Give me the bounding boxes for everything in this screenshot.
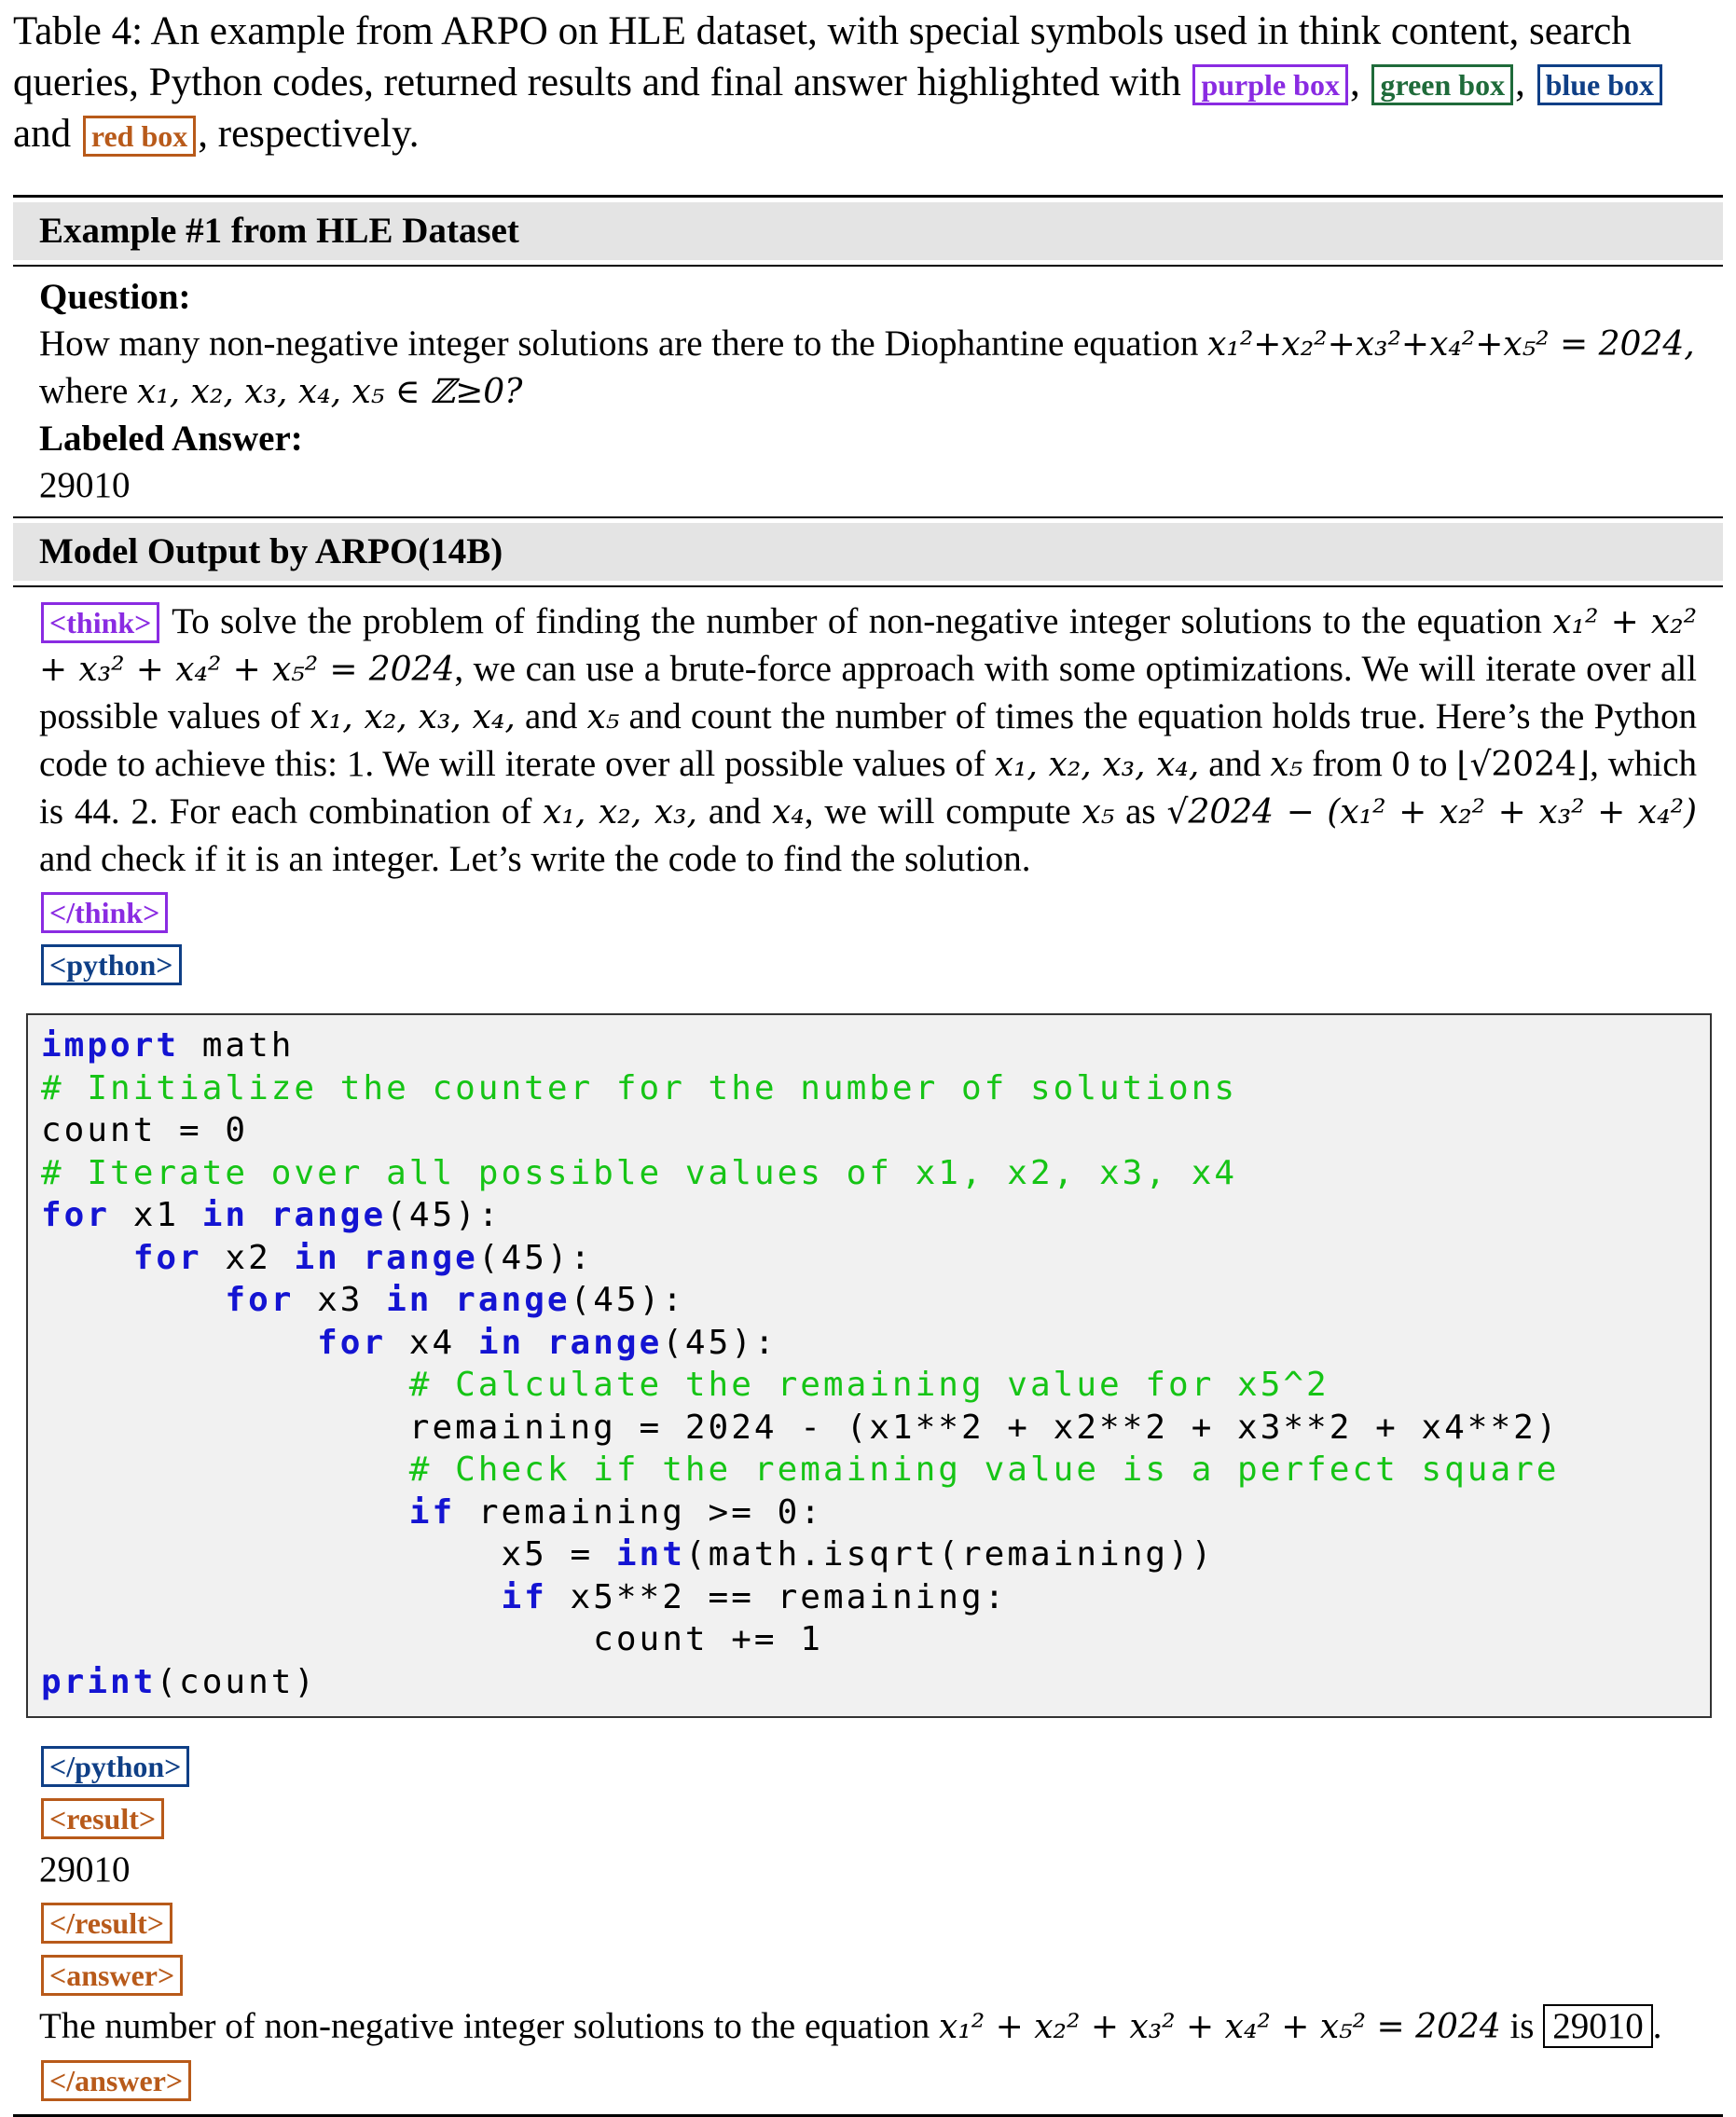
result-answer-block — [13, 1718, 1723, 2103]
code-text: (math.isqrt(remaining)) — [684, 1535, 1215, 1574]
code-text — [432, 1281, 455, 1319]
code-line — [41, 1533, 1697, 1576]
code-text — [41, 1578, 501, 1616]
think-open-tag: <think> — [41, 602, 159, 643]
code-line — [41, 1661, 1697, 1704]
code-line — [41, 1618, 1697, 1661]
code-text: remaining >= 0: — [455, 1492, 823, 1532]
result-value: 29010 — [39, 1849, 131, 1890]
python-code-block — [26, 1013, 1712, 1718]
code-line — [41, 1449, 1697, 1492]
question-text: How many non-negative integer solutions are there to the Diophantine equation x₁²+x₂²+x₃²+x₄²+x₅² = 2024, where x₁, x₂, x₃, x₄, x₅ ∈ ℤ≥0? — [39, 323, 1695, 411]
answer-close-tag: </answer> — [41, 2060, 191, 2101]
code-line — [41, 1407, 1697, 1450]
sqrt-expr: √2024 − (x₁² + x₂² + x₃² + x₄²) — [1166, 793, 1698, 832]
boxed-answer: 29010 — [1543, 2004, 1653, 2048]
code-keyword: for — [317, 1323, 387, 1362]
green-box-sample: green box — [1371, 64, 1513, 105]
floor-sqrt-expr: ⌊√2024⌋ — [1456, 746, 1591, 784]
code-keyword: if — [408, 1492, 456, 1532]
code-line — [41, 1109, 1697, 1152]
code-line — [41, 1492, 1697, 1534]
code-text — [41, 1324, 317, 1362]
code-text: (45): — [477, 1238, 594, 1277]
code-text — [524, 1324, 547, 1362]
think-block: <think> To solve the problem of finding the number of non-negative integer solutions to the equation x₁² + x₂² + x₃² + x₄² + x₅² = 2024, we can use a brute-force approach with some optimizations. We will iterate over all possible values of x₁, x₂, x₃, x₄, and x₅ and count the number of times the equation holds true. Here’s the Python code to achieve this: 1. We will iterate over all possible values of x₁, x₂, x₃, x₄, and x₅ from 0 to ⌊√2024⌋, which is 44. 2. For each combination of x₁, x₂, x₃, and x₄, we will compute x₅ as √2024 − (x₁² + x₂² + x₃² + x₄²) and check if it is an integer. Let’s write the code to find the solution. </think> <python> — [13, 587, 1723, 987]
code-line — [41, 1322, 1697, 1365]
code-text — [41, 1493, 409, 1532]
code-text — [41, 1281, 225, 1319]
code-text: (45): — [386, 1196, 502, 1234]
code-text — [248, 1196, 271, 1234]
code-line — [41, 1364, 1697, 1407]
code-text: remaining = 2024 - (x1**2 + x2**2 + x3**2 + x4**2) — [41, 1408, 1560, 1447]
caption-respectively: , respectively. — [198, 112, 420, 156]
final-answer-text: The number of non-negative integer solutions to the equation x₁² + x₂² + x₃² + x₄² + x₅² = 2024 is 29010 . — [39, 2006, 1662, 2046]
example-header: Example #1 from HLE Dataset — [13, 202, 1723, 260]
code-text: (count) — [156, 1662, 318, 1701]
code-text — [41, 1239, 133, 1277]
code-keyword: for — [132, 1238, 202, 1277]
red-box-sample: red box — [83, 116, 196, 157]
question-block — [13, 267, 1723, 509]
question-label: Question: — [39, 277, 191, 317]
question-equation: x₁²+x₂²+x₃²+x₄²+x₅² = 2024, — [1207, 325, 1695, 364]
labeled-answer-value: 29010 — [39, 465, 131, 505]
code-line — [41, 1194, 1697, 1237]
code-line — [41, 1237, 1697, 1280]
code-text — [340, 1239, 364, 1277]
code-comment: # Calculate the remaining value for x5^2 — [408, 1366, 1330, 1404]
code-text: x5**2 == remaining: — [546, 1577, 1008, 1616]
code-text: x2 — [201, 1238, 295, 1277]
table-caption: Table 4: An example from ARPO on HLE dataset, with special symbols used in think content, search queries, Python codes, returned results and final answer highlighted with purple box , green box , blue box and red box , respectively. — [13, 6, 1723, 159]
code-text: x1 — [110, 1196, 202, 1234]
code-text: (45): — [662, 1323, 778, 1362]
code-keyword: int — [615, 1535, 685, 1574]
python-close-tag: </python> — [41, 1746, 189, 1787]
code-text: (45): — [570, 1281, 685, 1319]
code-keyword: in — [294, 1238, 340, 1277]
code-text: count = 0 — [41, 1111, 249, 1149]
code-keyword: print — [41, 1662, 157, 1701]
caption-text: Table 4: An example from ARPO on HLE dataset, with special symbols used in think content, search queries, Python codes, returned results and final answer highlighted with — [13, 9, 1632, 104]
think-close-tag: </think> — [41, 892, 168, 933]
code-comment: # Check if the remaining value is a perfect square — [408, 1450, 1560, 1489]
code-line — [41, 1152, 1697, 1195]
code-keyword: range — [546, 1323, 663, 1362]
purple-box-sample: purple box — [1192, 64, 1347, 105]
code-comment: # Iterate over all possible values of x1, x2, x3, x4 — [41, 1153, 1238, 1192]
code-keyword: range — [455, 1281, 571, 1319]
code-keyword: import — [41, 1026, 180, 1065]
code-keyword: if — [501, 1577, 547, 1616]
code-text: x5 = — [41, 1535, 616, 1574]
caption-and: and — [13, 112, 72, 156]
question-domain: x₁, x₂, x₃, x₄, x₅ ∈ ℤ≥0? — [137, 373, 523, 411]
code-keyword: in — [386, 1281, 433, 1319]
model-output-header: Model Output by ARPO(14B) — [13, 523, 1723, 581]
code-text — [41, 1366, 409, 1404]
code-line — [41, 1067, 1697, 1110]
code-keyword: in — [477, 1323, 525, 1362]
code-text — [41, 1450, 409, 1489]
code-comment: # Initialize the counter for the number of solutions — [41, 1068, 1238, 1107]
code-text: x4 — [386, 1323, 478, 1362]
code-keyword: range — [363, 1238, 478, 1277]
python-open-tag: <python> — [41, 944, 182, 985]
code-line — [41, 1279, 1697, 1322]
code-text: count += 1 — [41, 1620, 823, 1658]
labeled-answer-label: Labeled Answer: — [39, 419, 303, 459]
blue-box-sample: blue box — [1537, 64, 1662, 105]
result-close-tag: </result> — [41, 1903, 172, 1944]
code-line — [41, 1024, 1697, 1067]
answer-open-tag: <answer> — [41, 1955, 183, 1996]
code-keyword: range — [270, 1196, 387, 1234]
code-line — [41, 1576, 1697, 1619]
code-text: x3 — [294, 1281, 387, 1319]
code-keyword: in — [201, 1196, 249, 1234]
code-text: math — [179, 1026, 295, 1065]
result-open-tag: <result> — [41, 1798, 164, 1839]
code-keyword: for — [41, 1196, 111, 1234]
code-keyword: for — [225, 1281, 295, 1319]
table-4 — [13, 0, 1723, 2117]
